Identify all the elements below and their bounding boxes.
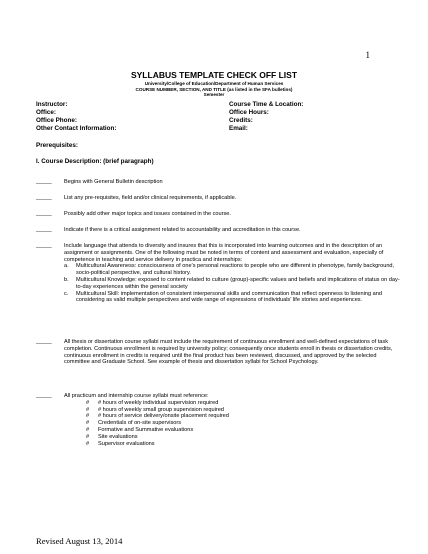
check-blank[interactable]: _____: [36, 179, 52, 185]
office-label: Office:: [36, 109, 56, 116]
item-paragraph: All practicum and internship course syllabi must reference:: [64, 393, 209, 399]
bullet-item: # # hours of weekly small group supervision required: [86, 407, 401, 414]
subitem-text: Multicultural Skill: implementation of consistent interpersonal skills and communication that reflect openness to listening and considering as valid multiple perspectives and wide range of expressions of individuals’ life stories and experiences.: [76, 290, 382, 304]
course-time-label: Course Time & Location:: [229, 101, 304, 108]
checklist-item: [36, 211, 401, 218]
credits-label: Credits:: [229, 117, 253, 124]
item-text: [64, 393, 401, 447]
checklist-item: [36, 179, 401, 186]
document-title: SYLLABUS TEMPLATE CHECK OFF LIST: [130, 70, 298, 80]
diversity-subitem: [64, 263, 401, 277]
bullet-item: # Supervisor evaluations: [86, 441, 401, 448]
checklist-item: [36, 195, 401, 202]
page-number: 1: [365, 50, 370, 60]
subtitle-line-3: Semester: [203, 92, 225, 97]
item-text: List any pre-requisites, field and/or clinical requirements, if applicable.: [64, 195, 237, 201]
item-paragraph: Include language that attends to diversity and insures that this is incorporated into learning outcomes and in the description of an assignment or assignments. One of the following must be noted in terms of content and assessment and evaluation, especially of competence in teaching and service delivery in practica and internships:: [64, 243, 384, 263]
checklist-item-practicum: [36, 393, 401, 447]
subitem-text: Multicultural Knowledge: exposed to content related to culture (group)-specific values and beliefs and implications of status on day-to-day experiences within the general society: [76, 276, 400, 290]
subitem-marker: b.: [64, 276, 69, 283]
diversity-subitem: [64, 277, 401, 291]
diversity-subitem: [64, 291, 401, 305]
checklist-item: [36, 227, 401, 234]
check-blank[interactable]: _____: [36, 393, 52, 399]
office-phone-label: Office Phone:: [36, 117, 77, 124]
subitem-marker: c.: [64, 290, 69, 297]
check-blank[interactable]: _____: [36, 243, 52, 249]
item-text: [64, 243, 401, 304]
item-text: Indicate if there is a critical assignment related to accountability and accreditation in this course.: [64, 227, 301, 233]
bullet-item: # Site evaluations: [86, 434, 401, 441]
other-contact-label: Other Contact Information:: [36, 125, 117, 132]
bullet-item: # # hours of service delivery/onsite placement required: [86, 413, 401, 420]
bullet-item: # Credentials of on-site supervisors: [86, 420, 401, 427]
instructor-label: Instructor:: [36, 101, 68, 108]
course-description-heading: I. Course Description: (brief paragraph): [36, 158, 154, 165]
bullet-item: # # hours of weekly individual supervision required: [86, 400, 401, 407]
office-hours-label: Office Hours:: [229, 109, 269, 116]
prerequisites-label: Prerequisites:: [36, 142, 78, 149]
practicum-bullet-list: [64, 400, 401, 448]
item-text: Possibly add other major topics and issues contained in the course.: [64, 211, 231, 217]
subtitle-line-2: COURSE NUMBER, SECTION, AND TITLE (as listed in the SFA bulletins): [135, 86, 293, 92]
subitem-text: Multicultural Awareness: consciousness of one’s personal reactions to people who are different in phenotype, family background, socio-political perspective, and cultural history.: [76, 263, 395, 277]
checklist-item-thesis: [36, 339, 401, 366]
check-blank[interactable]: _____: [36, 195, 52, 201]
item-text: All thesis or dissertation course syllabi must include the requirement of continuous enrollment and well-defined expectations of task completion. Continuous enrollment is required by university policy; consequently once students enroll in thesis or dissertation credits, continuous enrollment in credits is required until the final product has been reviewed, discussed, and approved by the selected committee and Graduate School. See example of thesis and dissertation syllabi for School Psychology.: [64, 339, 393, 366]
bullet-item: # Formative and Summative evaluations: [86, 427, 401, 434]
email-label: Email:: [229, 125, 248, 132]
revised-date: Revised August 13, 2014: [36, 536, 123, 546]
check-blank[interactable]: _____: [36, 339, 52, 345]
item-text: Begins with General Bulletin description: [64, 179, 163, 185]
check-blank[interactable]: _____: [36, 227, 52, 233]
checklist-item-diversity: [36, 243, 401, 304]
check-blank[interactable]: _____: [36, 211, 52, 217]
subitem-marker: a.: [64, 263, 69, 270]
subtitle-line-1: University/College of Education/Department of Human Services: [144, 81, 284, 86]
